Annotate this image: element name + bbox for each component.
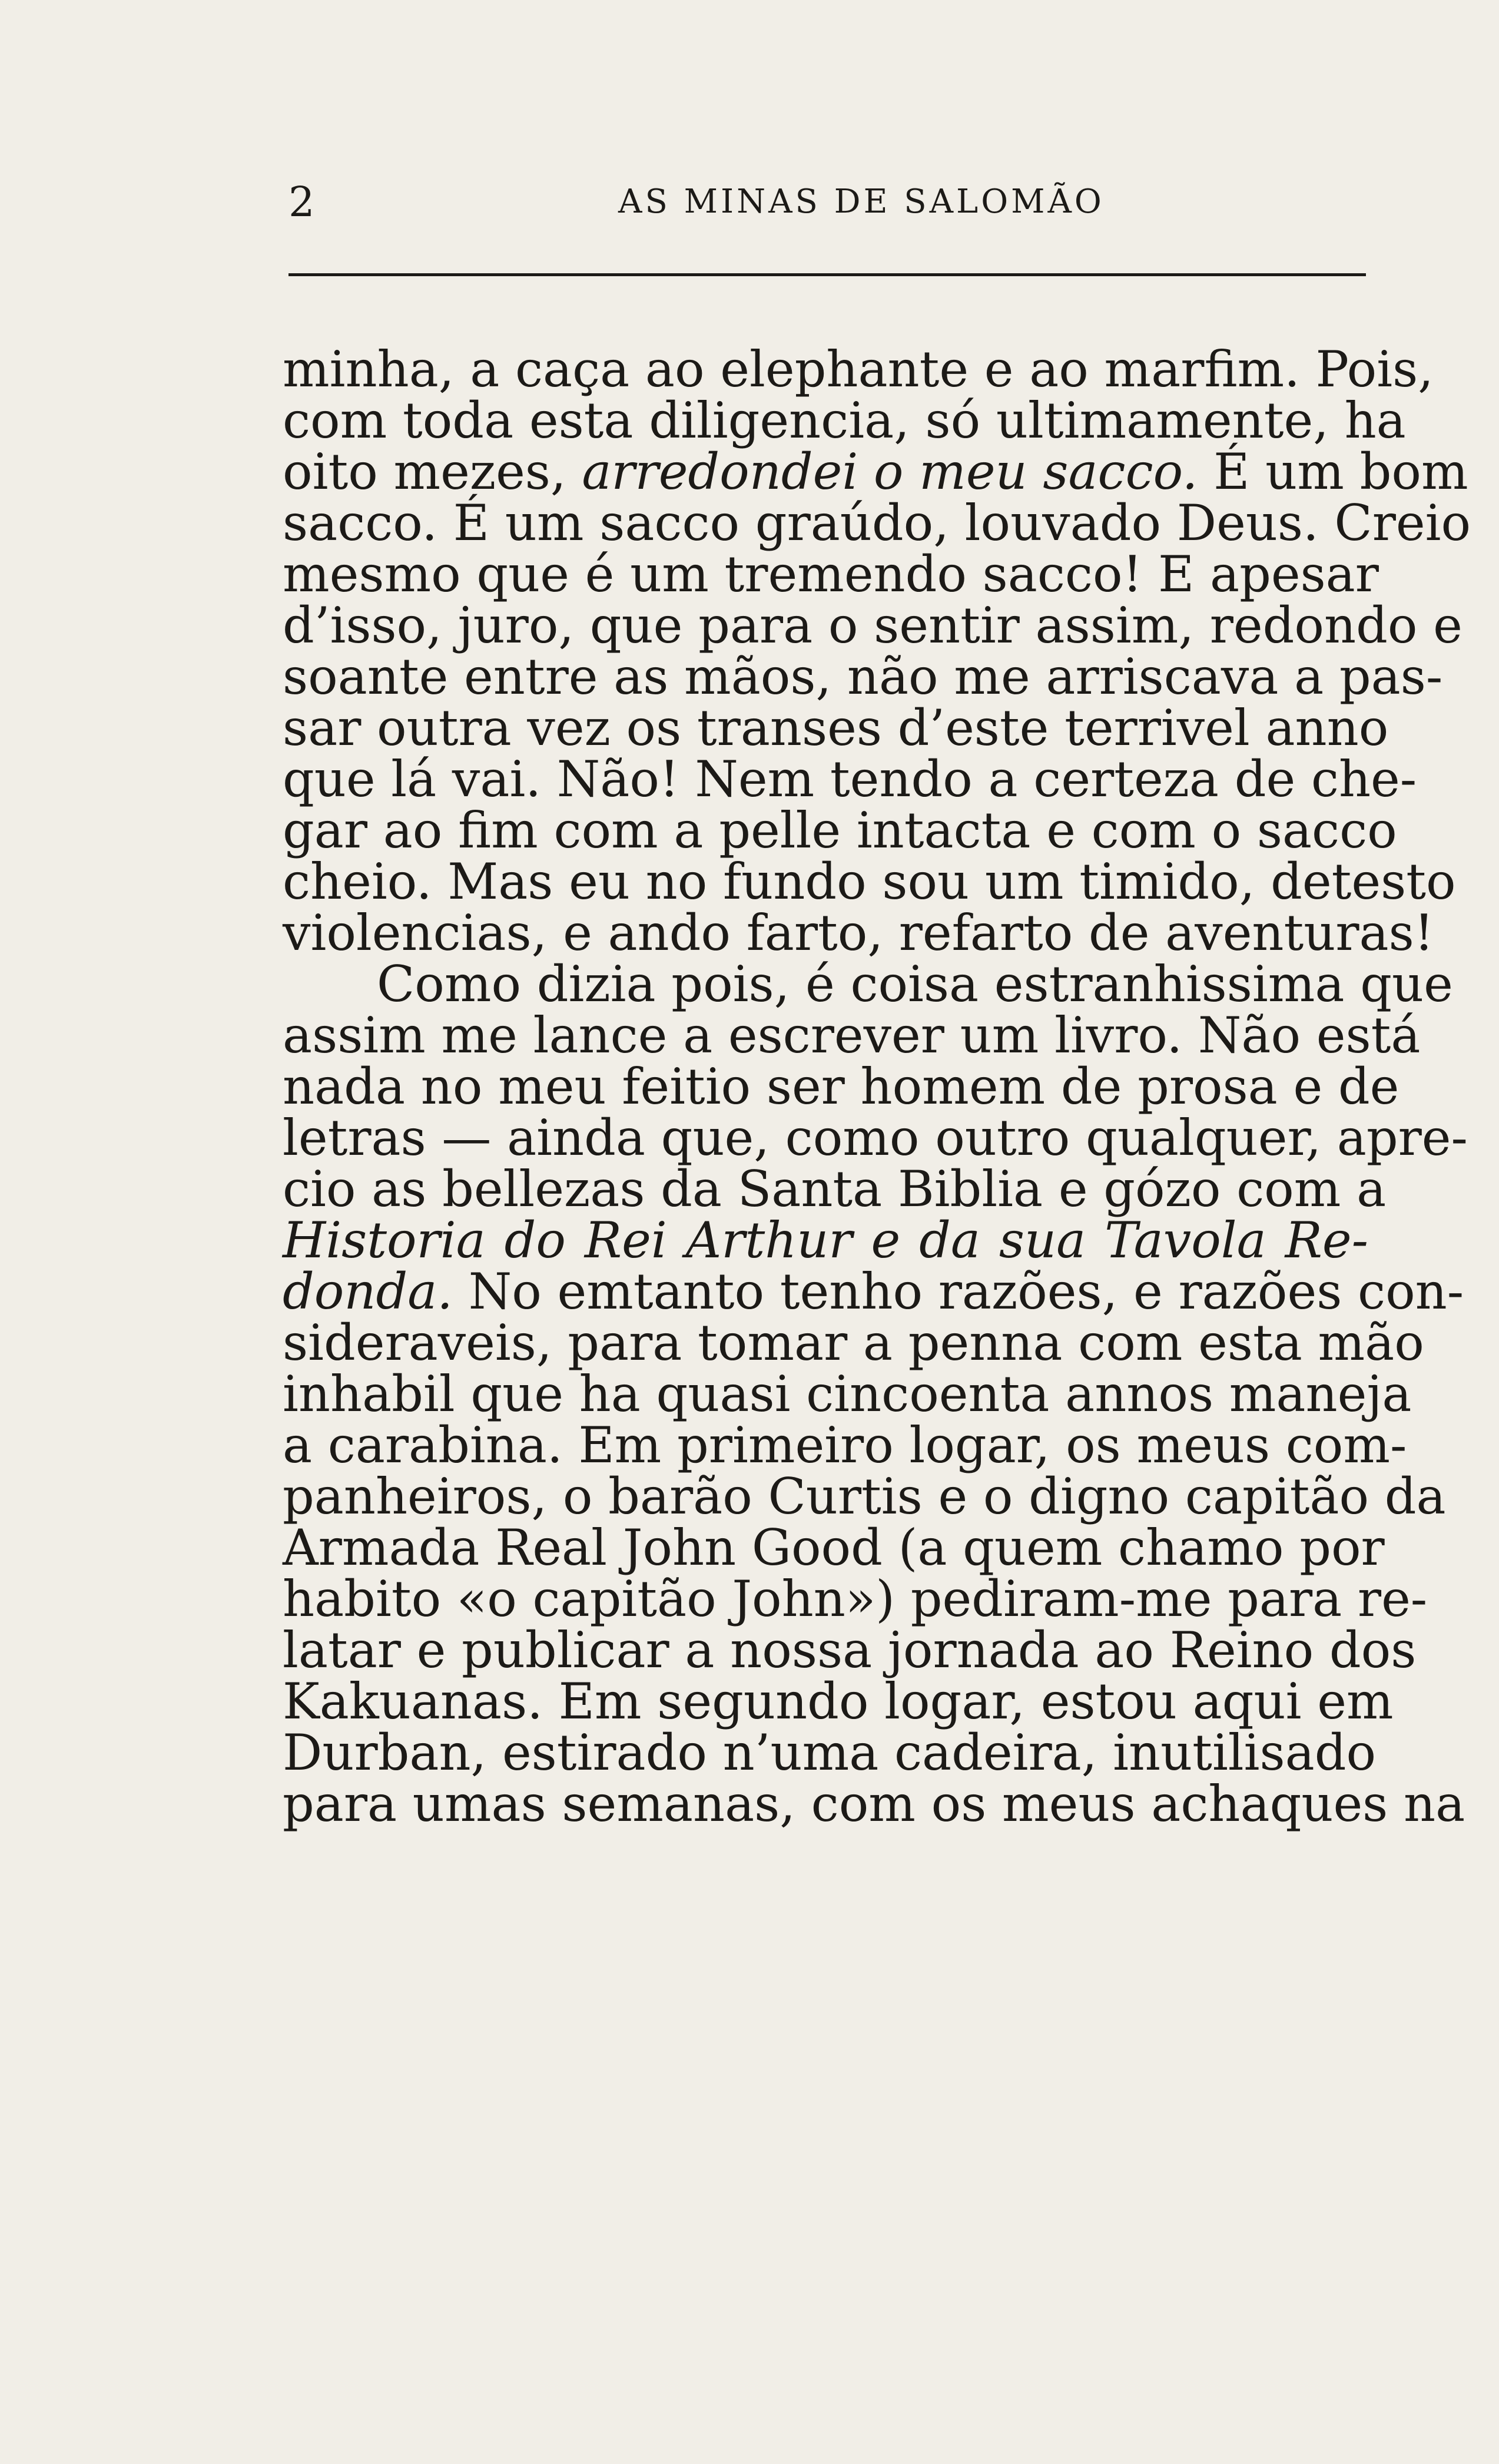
text-line: sacco. É um sacco graúdo, louvado Deus. Creio xyxy=(283,494,1471,552)
text-line: nada no meu feitio ser homem de prosa e de xyxy=(283,1058,1399,1115)
text-run: No emtanto tenho razões, e razões con- xyxy=(453,1263,1464,1320)
text-line: letras — ainda que, como outro qualquer, apre- xyxy=(283,1109,1468,1167)
text-line: inhabil que ha quasi cincoenta annos maneja xyxy=(283,1365,1412,1423)
text-run: É um bom xyxy=(1198,443,1468,501)
text-line: d’isso, juro, que para o sentir assim, redondo e xyxy=(283,597,1462,654)
text-line: mesmo que é um tremendo sacco! E apesar xyxy=(283,545,1379,603)
text-line: com toda esta diligencia, só ultimamente, ha xyxy=(283,392,1406,449)
page-header xyxy=(288,175,1366,228)
text-line: assim me lance a escrever um livro. Não está xyxy=(283,1006,1421,1064)
text-line: a carabina. Em primeiro logar, os meus com- xyxy=(283,1416,1407,1474)
text-line-paragraph-end: violencias, e ando farto, refarto de aventuras! xyxy=(283,904,1434,962)
text-line: soante entre as mãos, não me arriscava a pas- xyxy=(283,648,1443,706)
text-line: habito «o capitão John») pediram-me para re- xyxy=(283,1570,1428,1628)
text-line-paragraph-start: Como dizia pois, é coisa estranhissima que xyxy=(377,955,1453,1013)
text-line: cio as bellezas da Santa Biblia e gózo com a xyxy=(283,1160,1387,1218)
page-number: 2 xyxy=(288,178,315,226)
text-line: latar e publicar a nossa jornada ao Reino dos xyxy=(283,1621,1417,1679)
running-title: AS MINAS DE SALOMÃO xyxy=(618,183,1105,221)
italic-run: donda. xyxy=(283,1263,453,1320)
text-line: Durban, estirado n’uma cadeira, inutilisado xyxy=(283,1724,1377,1781)
body-text xyxy=(283,340,1471,1833)
header-rule xyxy=(288,273,1366,276)
text-line: Kakuanas. Em segundo logar, estou aqui em xyxy=(283,1673,1394,1730)
text-line: gar ao fim com a pelle intacta e com o sacco xyxy=(283,802,1397,859)
text-line: que lá vai. Não! Nem tendo a certeza de che- xyxy=(283,750,1417,808)
text-line: minha, a caça ao elephante e ao marfim. Pois, xyxy=(283,340,1434,398)
italic-run: arredondei o meu sacco. xyxy=(582,443,1198,501)
text-line: panheiros, o barão Curtis e o digno capitão da xyxy=(283,1468,1446,1525)
text-line xyxy=(283,1263,1464,1320)
text-line xyxy=(283,443,1468,501)
text-run: oito mezes, xyxy=(283,443,582,501)
text-line: cheio. Mas eu no fundo sou um timido, detesto xyxy=(283,853,1456,910)
text-line: Armada Real John Good (a quem chamo por xyxy=(283,1519,1385,1577)
text-line: para umas semanas, com os meus achaques na xyxy=(283,1775,1465,1833)
text-line: sar outra vez os transes d’este terrivel anno xyxy=(283,699,1389,757)
text-line-italic: Historia do Rei Arthur e da sua Tavola Re- xyxy=(283,1211,1368,1269)
text-line: sideraveis, para tomar a penna com esta mão xyxy=(283,1314,1424,1372)
